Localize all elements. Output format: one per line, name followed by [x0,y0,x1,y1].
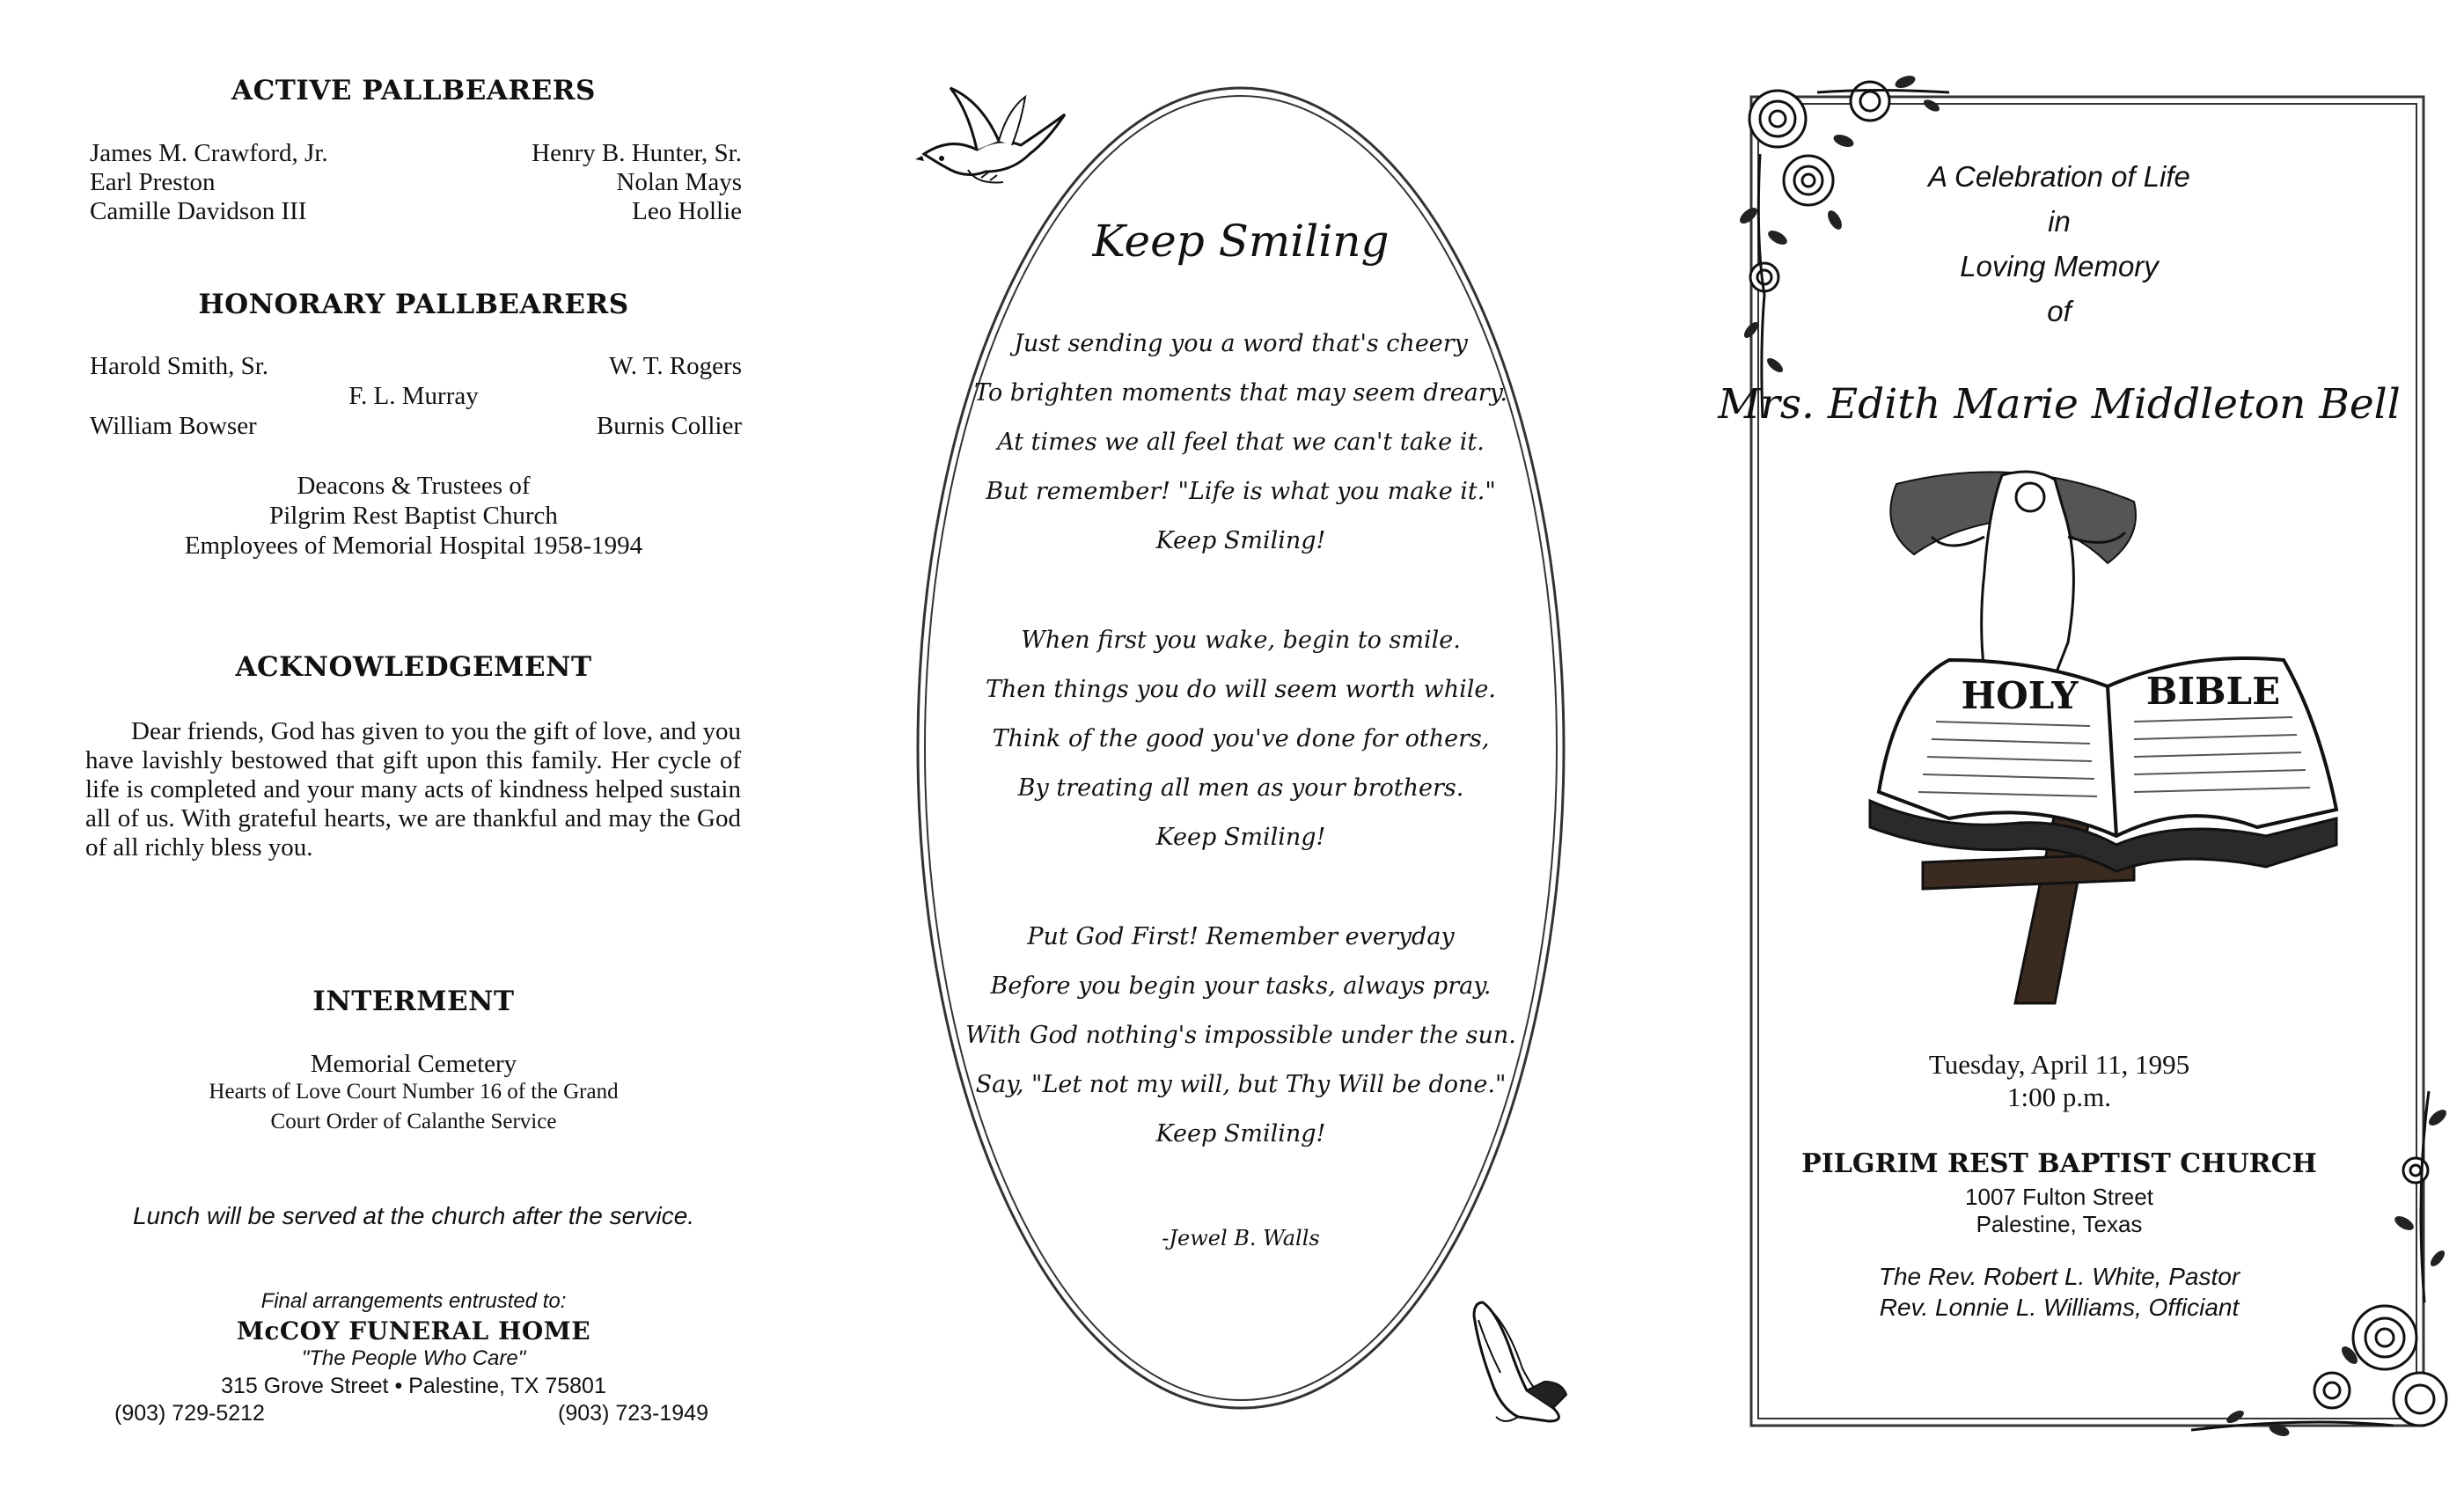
arrangements-label: Final arrangements entrusted to: [260,1289,567,1313]
church-address: 1007 Fulton Street [1965,1184,2153,1210]
poem-line: With God nothing's impossible under the sun. [965,1022,1516,1049]
left-panel [0,0,827,1496]
poem-line: Say, "Let not my will, but Thy Will be done." [975,1071,1507,1098]
active-pallbearer: Camille Davidson III [90,197,307,225]
funeral-home-motto: "The People Who Care" [301,1346,526,1370]
interment-line: Hearts of Love Court Number 16 of the Grand [209,1080,619,1104]
bible-word: BIBLE [2145,670,2281,713]
poem-line: Put God First! Remember everyday [1027,923,1455,950]
cover-panel [1654,0,2464,1496]
poem-author: -Jewel B. Walls [1162,1226,1320,1250]
lunch-notice: Lunch will be served at the church after the service. [132,1202,695,1229]
service-date: Tuesday, April 11, 1995 [1928,1049,2190,1080]
honorary-pallbearers-heading: HONORARY PALLBEARERS [198,289,629,320]
dove-icon [915,75,1074,189]
poem-line: Keep Smiling! [1155,527,1326,554]
funeral-home-phone: (903) 723-1949 [558,1401,708,1426]
honorary-group: Deacons & Trustees of [297,472,531,500]
poem-line: When first you wake, begin to smile. [1021,627,1461,654]
active-pallbearer: Leo Hollie [632,197,742,225]
celebration-line: A Celebration of Life [1928,160,2190,193]
interment-heading: INTERMENT [312,986,515,1017]
active-pallbearer: Nolan Mays [616,168,742,196]
funeral-home-name: McCOY FUNERAL HOME [236,1316,591,1346]
celebration-line: of [2047,295,2072,327]
honorary-group: Pilgrim Rest Baptist Church [269,502,558,530]
poem-line: Before you begin your tasks, always pray. [990,972,1492,1000]
celebration-line: Loving Memory [1960,250,2159,282]
poem-line: Think of the good you've done for others, [992,725,1490,752]
funeral-home-phone: (903) 729-5212 [114,1401,265,1426]
bible-illustration [1844,458,2389,1021]
honorary-pallbearer: W. T. Rogers [609,352,742,380]
active-pallbearer: Earl Preston [90,168,216,196]
church-name: PILGRIM REST BAPTIST CHURCH [1801,1148,2317,1179]
honorary-pallbearer: Harold Smith, Sr. [90,352,269,380]
honorary-pallbearer: Burnis Collier [596,412,742,440]
acknowledgement-heading: ACKNOWLEDGEMENT [235,651,592,683]
service-time: 1:00 p.m. [2007,1082,2111,1112]
bible-word: HOLY [1961,674,2079,717]
acknowledgement-text: Dear friends, God has given to you the gift of love, and you have lavishly bestowed that gift upon this family. Her cycle of life is completed and your many acts of kindness helped sustain all of us. With grateful hearts, we are thankful and may the God of all richly bless you. [85,717,741,862]
honorary-pallbearer: William Bowser [90,412,257,440]
poem-line: At times we all feel that we can't take it. [997,429,1485,456]
interment-line: Memorial Cemetery [310,1050,517,1078]
interment-line: Court Order of Calanthe Service [270,1110,557,1133]
poem-line: Keep Smiling! [1155,824,1326,851]
active-pallbearer: Henry B. Hunter, Sr. [532,139,742,167]
funeral-home-address: 315 Grove Street • Palestine, TX 75801 [221,1374,606,1398]
poem-line: Then things you do will seem worth while. [986,676,1496,703]
poem-title: Keep Smiling [1092,216,1390,267]
honorary-pallbearer: F. L. Murray [348,382,479,410]
open-bible-icon [1870,658,2336,871]
pastor-line: The Rev. Robert L. White, Pastor [1878,1263,2240,1290]
officiant-line: Rev. Lonnie L. Williams, Officiant [1879,1294,2240,1321]
poem-line: Keep Smiling! [1155,1120,1326,1148]
deceased-name: Mrs. Edith Marie Middleton Bell [1718,380,2401,429]
poem-panel [827,0,1654,1496]
poem-line: By treating all men as your brothers. [1017,774,1464,802]
poem-line: To brighten moments that may seem dreary. [974,379,1507,407]
active-pallbearer: James M. Crawford, Jr. [90,139,328,167]
poem-line: But remember! "Life is what you make it." [986,478,1496,505]
praying-hands-icon [1456,1294,1580,1426]
poem-line: Just sending you a word that's cheery [1014,330,1468,357]
active-pallbearers-heading: ACTIVE PALLBEARERS [231,75,596,106]
church-address: Palestine, Texas [1976,1211,2143,1237]
celebration-line: in [2048,205,2071,238]
rose-corner-icon [1729,66,1958,427]
honorary-group: Employees of Memorial Hospital 1958-1994 [184,532,643,560]
